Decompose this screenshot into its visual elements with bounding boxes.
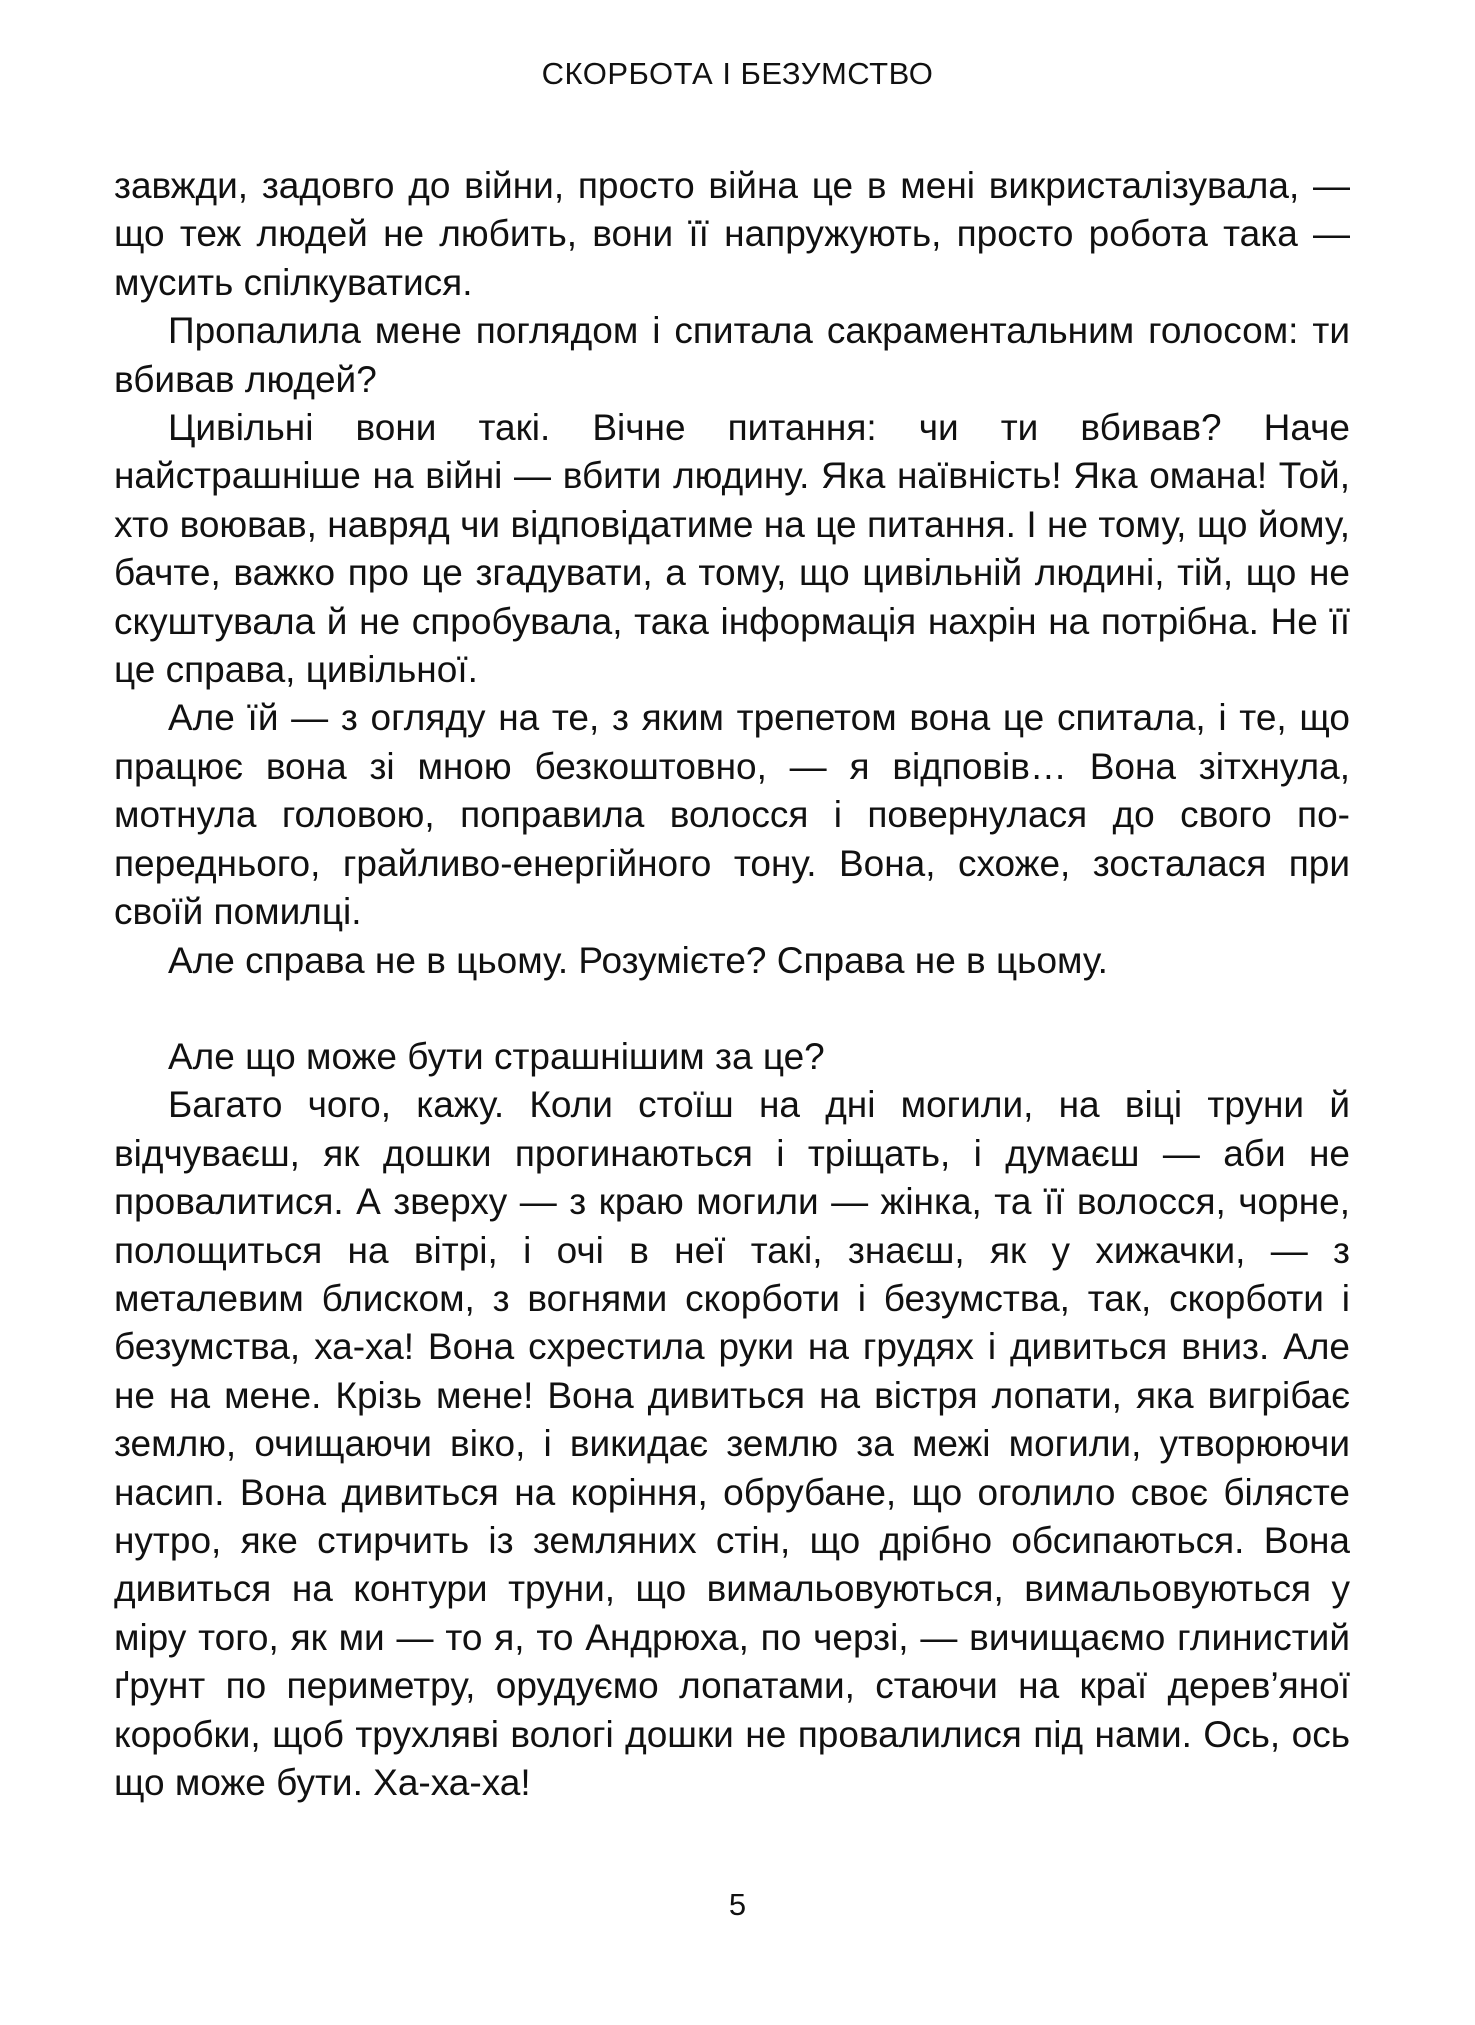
body-text [114,162,1350,1807]
paragraph: Багато чого, кажу. Коли стоїш на дні могили, на віці труни й відчуваєш, як дошки прогинаються і тріщать, і думаєш — аби не провалитися. А зверху — з краю могили — жінка, та її волосся, чорне, полощиться на вітрі, і очі в неї такі, знаєш, як у хижачки, — з металевим блиском, з вогнями скорботи і безумства, так, скорботи і безумства, ха-ха! Вона схрестила руки на грудях і дивиться вниз. Але не на мене. Крізь мене! Вона дивиться на вістря лопати, яка вигрібає землю, очищаючи віко, і викидає землю за межі могили, утворюючи насип. Вона дивиться на коріння, обрубане, що оголило своє білясте нутро, яке стирчить із земляних стін, що дрібно обсипаються. Вона дивиться на контури труни, що вимальовуються, вимальовуються у міру того, як ми — то я, то Андрюха, по черзі, — вичищаємо глинистий ґрунт по периметру, орудуємо лопатами, стаючи на краї дерев’яної коробки, щоб трухляві вологі дошки не провалилися під нами. Ось, ось що може бути. Ха-ха-ха! [114,1084,1350,1803]
running-head-title: СКОРБОТА І БЕЗУМСТВО [541,56,934,91]
paragraph: Але їй — з огляду на те, з яким трепетом вона це спитала, і те, що працює вона зі мною безкоштовно, — я відповів… Вона зітхнула, мотнула головою, поправила волосся і повернулася до свого попереднього, грайливо-енергійного тону. Вона, схоже, зосталася при своїй помилці. [114,697,1350,933]
paragraph: Але справа не в цьому. Розумієте? Справа не в цьому. [168,939,1108,981]
paragraph: Цивільні вони такі. Вічне питання: чи ти вбивав? Наче найстрашніше на війні — вбити людину. Яка наївність! Яка омана! Той, хто воював, навряд чи відповідатиме на це питання. І не тому, що йому, бачте, важко про це згадувати, а тому, що цивільній людині, тій, що не скуштувала й не спробувала, така інформація нахрін на потрібна. Не її це справа, цивільної. [114,407,1350,691]
paragraph-continued: завжди, задовго до війни, просто війна це в мені викристалізувала, — що теж людей не любить, вони її напружують, просто робота така — мусить спілкуватися. [114,165,1350,303]
paragraph: Але що може бути страшнішим за це? [168,1035,825,1077]
paragraph: Пропалила мене поглядом і спитала сакраментальним голосом: ти вбивав людей? [114,310,1350,400]
page-number: 5 [728,1887,747,1922]
section-break [114,985,1350,1033]
